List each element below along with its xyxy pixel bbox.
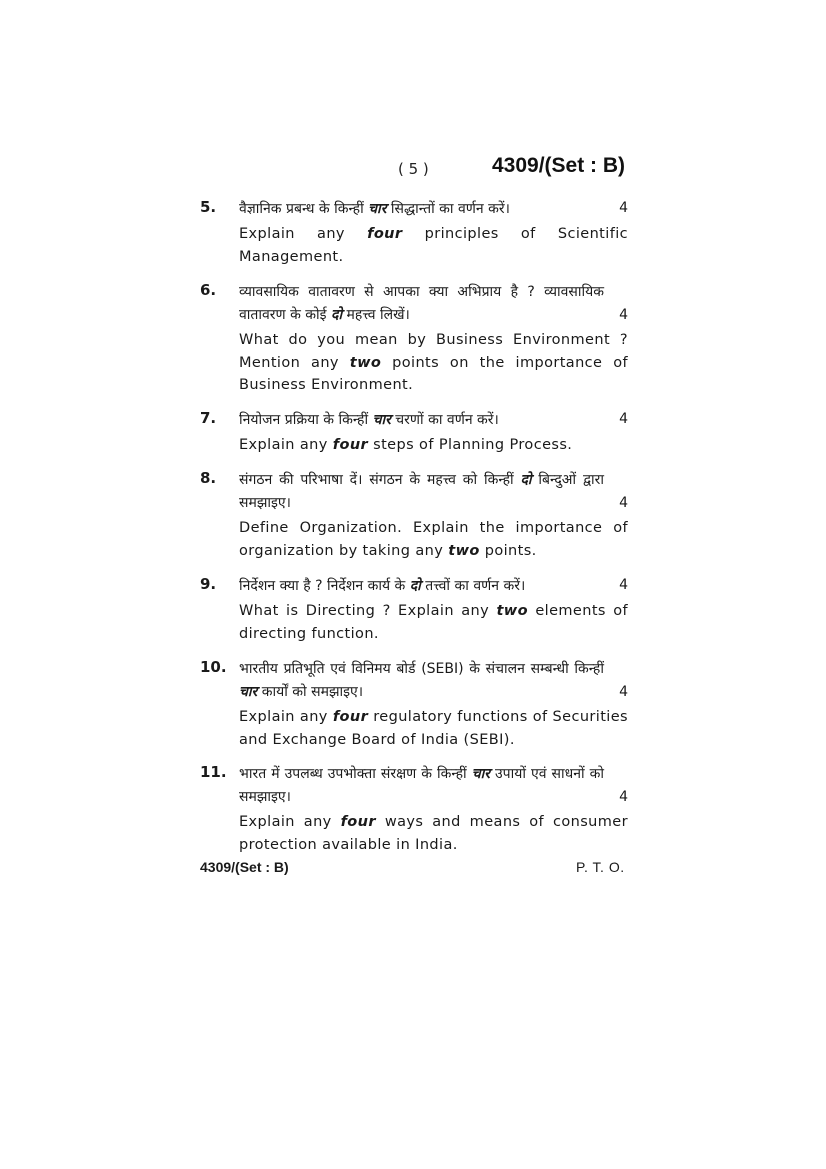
question-hindi: संगठन की परिभाषा दें। संगठन के महत्त्व को किन्हीं दो बिन्दुओं द्वारा समझाइए। <box>239 472 604 511</box>
question-english: Explain any four ways and means of consumer protection available in India. <box>239 814 628 853</box>
paper-code-footer: 4309/(Set : B) <box>200 859 289 875</box>
question-number: 6. <box>200 281 217 299</box>
question-hindi: भारत में उपलब्ध उपभोक्ता संरक्षण के किन्हीं चार उपायों एवं साधनों को समझाइए। <box>239 766 605 805</box>
page-number: ( 5 ) <box>398 160 429 178</box>
question-number: 9. <box>200 575 217 593</box>
question-english: What is Directing ? Explain any two elements of directing function. <box>239 603 628 642</box>
question-hindi: भारतीय प्रतिभूति एवं विनिमय बोर्ड (SEBI) के संचालन सम्बन्धी किन्हीं चार कार्यों को समझाइए। <box>239 661 604 700</box>
question-number: 10. <box>200 658 227 676</box>
question-english: What do you mean by Business Environment ? Mention any two points on the importance of Business Environment. <box>239 332 628 393</box>
question-number: 11. <box>200 763 227 781</box>
question-english: Explain any four steps of Planning Process. <box>239 437 573 453</box>
question-hindi: नियोजन प्रक्रिया के किन्हीं चार चरणों का वर्णन करें। <box>239 412 499 428</box>
marks: 4 <box>619 684 628 700</box>
question-number: 7. <box>200 409 217 427</box>
question-hindi: व्यावसायिक वातावरण से आपका क्या अभिप्राय है ? व्यावसायिक वातावरण के कोई दो महत्त्व लिखें। <box>239 284 604 323</box>
paper-code-header: 4309/(Set : B) <box>492 154 626 177</box>
question-english: Define Organization. Explain the importance of organization by taking any two points. <box>239 520 628 559</box>
marks: 4 <box>619 789 628 805</box>
marks: 4 <box>619 577 628 593</box>
pto-label: P. T. O. <box>576 859 625 875</box>
question-english: Explain any four principles of Scientific Management. <box>239 226 628 265</box>
question-number: 8. <box>200 469 217 487</box>
question-hindi: निर्देशन क्या है ? निर्देशन कार्य के दो तत्त्वों का वर्णन करें। <box>239 578 526 594</box>
question-number: 5. <box>200 198 217 216</box>
question-hindi: वैज्ञानिक प्रबन्ध के किन्हीं चार सिद्धान्तों का वर्णन करें। <box>239 201 510 217</box>
marks: 4 <box>619 200 628 216</box>
marks: 4 <box>619 307 628 323</box>
marks: 4 <box>619 495 628 511</box>
marks: 4 <box>619 411 628 427</box>
question-english: Explain any four regulatory functions of Securities and Exchange Board of India (SEBI). <box>239 709 628 748</box>
